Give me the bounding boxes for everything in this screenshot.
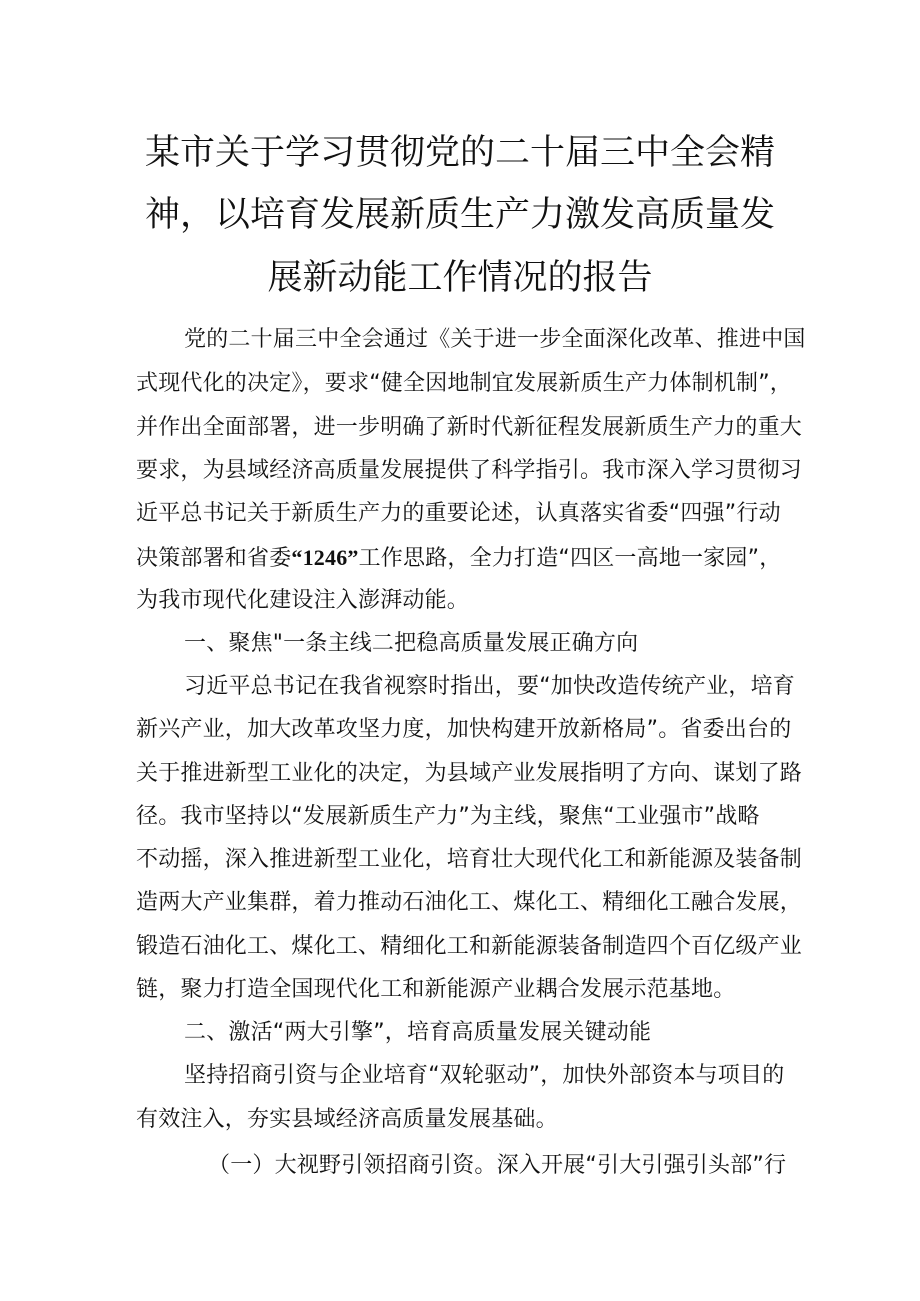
report-title-line-3: 展新动能工作情况的报告 <box>267 258 653 298</box>
report-title-line-2: 神，以培育发展新质生产力激发高质量发 <box>144 195 775 235</box>
section-heading-1: 一、聚焦"一条主线二把稳高质量发展正确方向 <box>184 631 639 656</box>
section-1-line: 新兴产业，加大改革攻坚力度，加快构建开放新格局”。省委出台的 <box>136 717 792 742</box>
section-2-line: 坚持招商引资与企业培育“双轮驱动”，加快外部资本与项目的 <box>184 1063 785 1088</box>
line-text: 决策部署和省委 <box>136 546 292 571</box>
strategy-number: “1246” <box>291 545 359 570</box>
paragraph-intro-line: 近平总书记关于新质生产力的重要论述，认真落实省委“四强”行动 <box>136 501 781 526</box>
section-1-line: 锻造石油化工、煤化工、精细化工和新能源装备制造四个百亿级产业 <box>136 934 803 959</box>
line-text: 工作思路，全力打造“四区一高地一家园”， <box>358 546 782 571</box>
section-2-line: 有效注入，夯实县域经济高质量发展基础。 <box>136 1107 558 1132</box>
section-1-line: 不动摇，深入推进新型工业化，培育壮大现代化工和新能源及装备制 <box>136 847 803 872</box>
section-1-line: 关于推进新型工业化的决定，为县域产业发展指明了方向、谋划了路 <box>136 761 803 786</box>
report-title-line-1: 某市关于学习贯彻党的二十届三中全会精 <box>144 133 775 173</box>
paragraph-intro-line: 并作出全面部署，进一步明确了新时代新征程发展新质生产力的重大 <box>136 415 803 440</box>
paragraph-intro-line: 式现代化的决定》，要求“健全因地制宜发展新质生产力体制机制”， <box>136 371 792 396</box>
paragraph-intro-line: 党的二十届三中全会通过《关于进一步全面深化改革、推进中国 <box>184 327 806 352</box>
section-1-line: 径。我市坚持以“发展新质生产力”为主线，聚焦“工业强市”战略 <box>136 804 760 829</box>
subsection-heading-1: （一）大视野引领招商引资。深入开展“引大引强引头部”行 <box>208 1153 787 1178</box>
section-heading-2: 二、激活“两大引擎”，培育高质量发展关键动能 <box>184 1020 652 1045</box>
section-1-line: 链，聚力打造全国现代化工和新能源产业耦合发展示范基地。 <box>136 977 736 1002</box>
paragraph-intro-line: 为我市现代化建设注入澎湃动能。 <box>136 588 470 613</box>
section-1-line: 造两大产业集群，着力推动石油化工、煤化工、精细化工融合发展， <box>136 890 803 915</box>
paragraph-intro-line <box>136 543 781 574</box>
section-1-line: 习近平总书记在我省视察时指出，要“加快改造传统产业，培育 <box>184 674 795 699</box>
paragraph-intro-line: 要求，为县域经济高质量发展提供了科学指引。我市深入学习贯彻习 <box>136 458 803 483</box>
